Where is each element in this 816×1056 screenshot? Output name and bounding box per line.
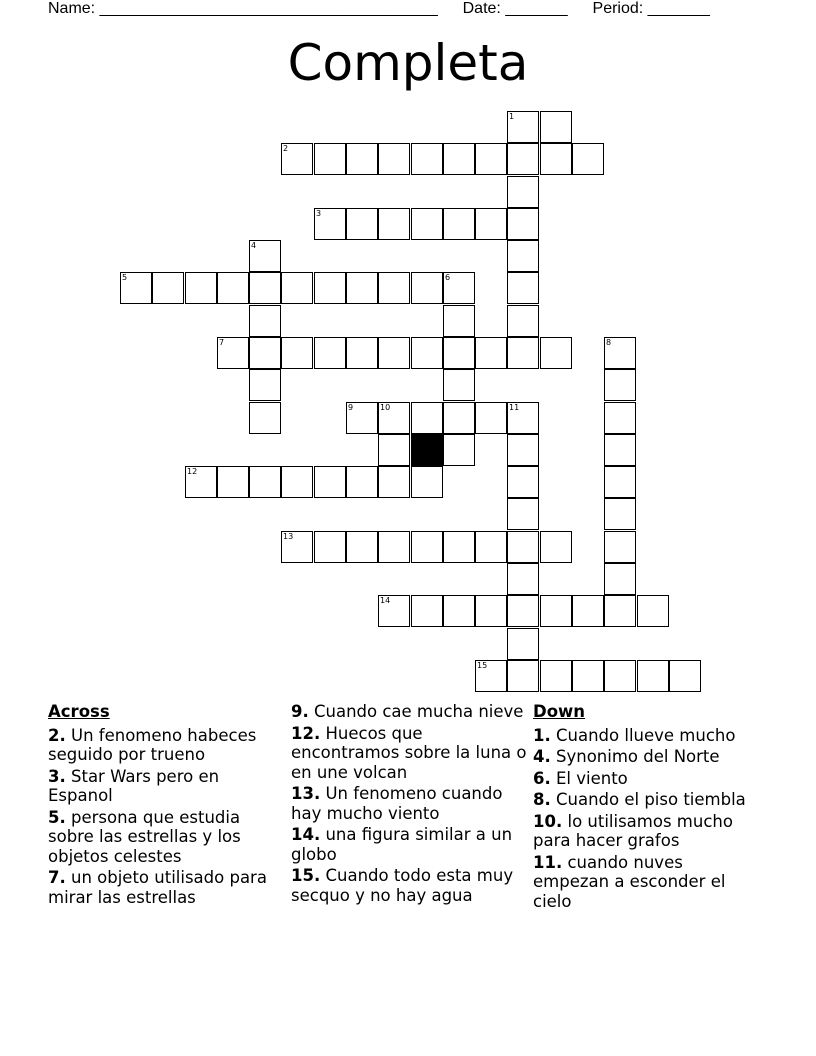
clue-number: 4 xyxy=(251,241,257,250)
clue-item-number: 6. xyxy=(533,768,551,788)
clue-item-number: 15. xyxy=(291,866,321,885)
clue-number: 5 xyxy=(122,273,128,282)
grid-cell[interactable] xyxy=(507,305,539,337)
grid-cell[interactable] xyxy=(249,466,281,498)
grid-cell[interactable] xyxy=(411,272,443,304)
grid-cell[interactable] xyxy=(346,143,378,175)
grid-cell[interactable] xyxy=(475,337,507,369)
clue-number: 7 xyxy=(219,338,225,347)
grid-cell[interactable] xyxy=(637,660,669,692)
grid-cell[interactable] xyxy=(507,208,539,240)
clue-item xyxy=(533,747,758,767)
grid-cell[interactable] xyxy=(507,660,539,692)
clue-number: 10 xyxy=(380,403,391,412)
clue-item-number: 11. xyxy=(533,852,563,872)
grid-cell[interactable] xyxy=(443,595,475,627)
grid-cell[interactable] xyxy=(443,531,475,563)
grid-cell[interactable] xyxy=(507,466,539,498)
grid-cell[interactable] xyxy=(507,531,539,563)
grid-cell[interactable] xyxy=(443,337,475,369)
clue-item-text: Un fenomeno habeces seguido por trueno xyxy=(48,725,257,764)
grid-cell[interactable] xyxy=(281,466,313,498)
clue-item xyxy=(48,767,273,806)
grid-cell[interactable] xyxy=(185,272,217,304)
grid-cell[interactable] xyxy=(475,531,507,563)
clue-item-number: 10. xyxy=(533,811,563,831)
grid-cell[interactable] xyxy=(604,369,636,401)
grid-cell[interactable] xyxy=(378,466,410,498)
grid-cell[interactable] xyxy=(540,143,572,175)
grid-cell[interactable] xyxy=(411,531,443,563)
name-label: Name: ______________________________________ xyxy=(48,0,438,17)
grid-cell[interactable] xyxy=(443,208,475,240)
clue-item xyxy=(291,784,527,823)
page-title: Completa xyxy=(287,34,529,92)
clue-item xyxy=(533,726,758,746)
grid-cell[interactable] xyxy=(443,272,475,304)
grid-cell[interactable] xyxy=(604,563,636,595)
down-column xyxy=(533,702,758,913)
across-heading: Across xyxy=(48,702,110,721)
clue-item-number: 8. xyxy=(533,790,551,809)
clue-item xyxy=(48,726,273,765)
grid-cell[interactable] xyxy=(604,498,636,530)
grid-cell[interactable] xyxy=(314,531,346,563)
clue-item-text: cuando nuves empezan a esconder el cielo xyxy=(533,852,726,911)
grid-cell[interactable] xyxy=(378,434,410,466)
clue-item-text: persona que estudia sobre las estrellas y los objetos celestes xyxy=(48,807,241,866)
clue-number: 8 xyxy=(606,338,612,347)
clue-number: 6 xyxy=(445,273,451,282)
grid-cell[interactable] xyxy=(378,531,410,563)
grid-cell[interactable] xyxy=(507,176,539,208)
grid-cell[interactable] xyxy=(249,369,281,401)
grid-cell[interactable] xyxy=(411,337,443,369)
grid-cell[interactable] xyxy=(507,498,539,530)
grid-cell[interactable] xyxy=(604,402,636,434)
grid-cell[interactable] xyxy=(346,272,378,304)
grid-cell[interactable] xyxy=(378,595,410,627)
clue-item-text: El viento xyxy=(550,768,628,788)
grid-cell[interactable] xyxy=(185,466,217,498)
clue-item xyxy=(291,866,527,905)
grid-cell[interactable] xyxy=(411,595,443,627)
grid-cell[interactable] xyxy=(475,143,507,175)
clue-item xyxy=(533,790,758,810)
clue-item-text: Synonimo del Norte xyxy=(550,747,720,766)
grid-cell[interactable] xyxy=(120,272,152,304)
clue-number: 1 xyxy=(509,112,515,121)
clue-number: 15 xyxy=(477,661,488,670)
grid-cell[interactable] xyxy=(346,466,378,498)
clue-item-number: 9. xyxy=(291,702,309,721)
grid-cell[interactable] xyxy=(604,337,636,369)
grid-cell[interactable] xyxy=(540,660,572,692)
grid-cell[interactable] xyxy=(281,272,313,304)
grid-cell[interactable] xyxy=(604,531,636,563)
clue-item-text: Un fenomeno cuando hay mucho viento xyxy=(291,784,503,823)
grid-cell[interactable] xyxy=(378,402,410,434)
grid-cell[interactable] xyxy=(281,143,313,175)
grid-cell[interactable] xyxy=(604,466,636,498)
grid-cell[interactable] xyxy=(217,337,249,369)
clue-item xyxy=(48,808,273,867)
across-column-1 xyxy=(48,702,273,909)
clue-item xyxy=(533,769,758,789)
grid-cell[interactable] xyxy=(346,208,378,240)
grid-cell[interactable] xyxy=(314,208,346,240)
grid-cell[interactable] xyxy=(443,305,475,337)
grid-cell[interactable] xyxy=(217,466,249,498)
grid-cell[interactable] xyxy=(281,531,313,563)
grid-cell[interactable] xyxy=(443,143,475,175)
grid-block xyxy=(411,434,443,466)
grid-cell[interactable] xyxy=(507,337,539,369)
grid-cell[interactable] xyxy=(572,595,604,627)
clue-number: 11 xyxy=(509,403,520,412)
grid-cell[interactable] xyxy=(507,563,539,595)
grid-cell[interactable] xyxy=(249,272,281,304)
grid-cell[interactable] xyxy=(314,466,346,498)
grid-cell[interactable] xyxy=(378,337,410,369)
grid-cell[interactable] xyxy=(507,240,539,272)
clue-number: 13 xyxy=(283,532,294,541)
clue-item-text: Cuando llueve mucho xyxy=(550,725,736,745)
grid-cell[interactable] xyxy=(314,143,346,175)
clue-item-number: 14. xyxy=(291,825,321,844)
grid-cell[interactable] xyxy=(346,531,378,563)
grid-cell[interactable] xyxy=(572,143,604,175)
grid-cell[interactable] xyxy=(604,434,636,466)
clue-item-text: Cuando todo esta muy secquo y no hay agua xyxy=(291,866,514,905)
clue-item-number: 1. xyxy=(533,725,551,745)
clue-item xyxy=(533,812,758,851)
grid-cell[interactable] xyxy=(411,402,443,434)
clue-number: 3 xyxy=(316,209,322,218)
grid-cell[interactable] xyxy=(540,531,572,563)
clue-number: 14 xyxy=(380,596,391,605)
grid-cell[interactable] xyxy=(475,402,507,434)
clue-item xyxy=(533,853,758,912)
grid-cell[interactable] xyxy=(411,143,443,175)
grid-cell[interactable] xyxy=(152,272,184,304)
clue-item-number: 4. xyxy=(533,747,551,766)
grid-cell[interactable] xyxy=(604,595,636,627)
clue-item-text: una figura similar a un globo xyxy=(291,825,513,864)
grid-cell[interactable] xyxy=(507,402,539,434)
grid-cell[interactable] xyxy=(411,466,443,498)
clue-item-number: 3. xyxy=(48,766,66,786)
clue-item-number: 2. xyxy=(48,725,66,745)
grid-cell[interactable] xyxy=(572,660,604,692)
grid-cell[interactable] xyxy=(507,143,539,175)
clue-item-text: un objeto utilisado para mirar las estrellas xyxy=(48,868,267,907)
grid-cell[interactable] xyxy=(281,337,313,369)
grid-cell[interactable] xyxy=(249,402,281,434)
grid-cell[interactable] xyxy=(411,208,443,240)
grid-cell[interactable] xyxy=(475,208,507,240)
clue-item-text: Cuando cae mucha nieve xyxy=(308,702,524,721)
grid-cell[interactable] xyxy=(346,337,378,369)
grid-cell[interactable] xyxy=(217,272,249,304)
clue-item-text: Star Wars pero en Espanol xyxy=(48,766,220,805)
grid-cell[interactable] xyxy=(507,628,539,660)
clue-number: 9 xyxy=(348,403,354,412)
grid-cell[interactable] xyxy=(475,595,507,627)
clue-item xyxy=(291,724,527,783)
grid-cell[interactable] xyxy=(378,208,410,240)
clue-item-number: 5. xyxy=(48,807,66,827)
across-column-2 xyxy=(291,702,527,907)
grid-cell[interactable] xyxy=(540,111,572,143)
grid-cell[interactable] xyxy=(604,660,636,692)
clue-item xyxy=(48,868,273,907)
grid-cell[interactable] xyxy=(443,369,475,401)
clue-item-text: Cuando el piso tiembla xyxy=(550,790,746,809)
grid-cell[interactable] xyxy=(637,595,669,627)
down-heading: Down xyxy=(533,702,586,721)
grid-cell[interactable] xyxy=(507,434,539,466)
clue-item-number: 7. xyxy=(48,868,66,887)
clue-item-number: 13. xyxy=(291,784,321,803)
clue-number: 12 xyxy=(187,467,198,476)
grid-cell[interactable] xyxy=(314,272,346,304)
date-label: Date: _______ xyxy=(462,0,568,17)
clue-item xyxy=(291,825,527,864)
grid-cell[interactable] xyxy=(540,595,572,627)
clue-item-number: 12. xyxy=(291,723,321,743)
grid-cell[interactable] xyxy=(507,272,539,304)
clue-number: 2 xyxy=(283,144,289,153)
grid-cell[interactable] xyxy=(475,660,507,692)
grid-cell[interactable] xyxy=(669,660,701,692)
grid-cell[interactable] xyxy=(378,143,410,175)
grid-cell[interactable] xyxy=(346,402,378,434)
grid-cell[interactable] xyxy=(443,434,475,466)
grid-cell[interactable] xyxy=(249,337,281,369)
grid-cell[interactable] xyxy=(540,337,572,369)
clue-item-text: lo utilisamos mucho para hacer grafos xyxy=(533,811,733,850)
clue-item-text: Huecos que encontramos sobre la luna o en une volcan xyxy=(291,723,527,782)
grid-cell[interactable] xyxy=(507,595,539,627)
grid-cell[interactable] xyxy=(443,402,475,434)
grid-cell[interactable] xyxy=(249,305,281,337)
clue-item xyxy=(291,702,527,722)
grid-cell[interactable] xyxy=(507,111,539,143)
grid-cell[interactable] xyxy=(314,337,346,369)
grid-cell[interactable] xyxy=(249,240,281,272)
grid-cell[interactable] xyxy=(378,272,410,304)
period-label: Period: _______ xyxy=(592,0,710,17)
